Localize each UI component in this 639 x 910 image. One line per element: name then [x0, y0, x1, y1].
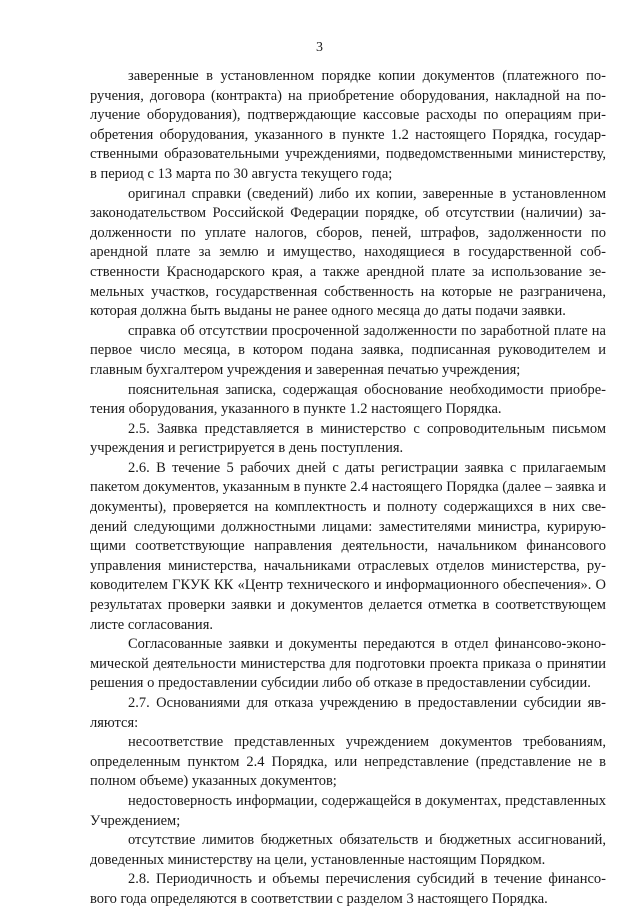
paragraph-salary-debt-certificate: справка об отсутствии просроченной задолженности по заработной плате на первое число месяца, в котором подана заявка, подписанная руководителем и главным бухгалтером учреждения и заверенная печатью учреждения; — [90, 322, 606, 378]
page-number: 3 — [316, 40, 323, 55]
document-body — [90, 67, 606, 910]
paragraph-2-7: 2.7. Основаниями для отказа учреждению в предоставлении субсидии являются: — [90, 695, 606, 731]
paragraph-payment-documents: заверенные в установленном порядке копии документов (платежного поручения, договора (контракта) на приобретение оборудования, накладной на получение оборудования), подтверждающие кассовые расходы по операциям приобретения оборудования, указанного в пункте 1.2 настоящего Порядка, государственными образовательными учреждениями, подведомственными министерству, в период с 13 марта по 30 августа текущего года; — [90, 68, 606, 182]
paragraph-2-6: 2.6. В течение 5 рабочих дней с даты регистрации заявка с прилагаемым пакетом документов, указанным в пункте 2.4 настоящего Порядка (далее – заявка и документы), проверяется на комплектность и полноту содержащихся в них сведений следующими должностными лицами: заместителями министра, курирующими соответствующие направления деятельности, начальником финансового управления министерства, начальниками отраслевых отделов министерства, руководителем ГКУК КК «Центр технического и информационного обеспечения». О результатах проверки заявки и документов делается отметка в соответствующем листе согласования. — [90, 459, 606, 633]
paragraph-tax-debt-certificate: оригинал справки (сведений) либо их копии, заверенные в установленном законодательством Российской Федерации порядке, об отсутствии (наличии) задолженности по уплате налогов, сборов, пеней, штрафов, задолженности по арендной плате за землю и имущество, находящиеся в государственной собственности Краснодарского края, а также арендной плате за использование земельных участков, государственная собственность на которые не разграничена, которая должна быть выданы не ранее одного месяца до даты подачи заявки. — [90, 185, 606, 320]
paragraph-approved-applications: Согласованные заявки и документы передаются в отдел финансово-экономической деятельности министерства для подготовки проекта приказа о принятии решения о предоставлении субсидии либо об отказе в предоставлении субсидии. — [90, 636, 606, 692]
paragraph-refusal-noncompliance: несоответствие представленных учреждением документов требованиям, определенным пунктом 2.4 Порядка, или непредставление (представление не в полном объеме) указанных документов; — [90, 734, 606, 790]
paragraph-explanatory-note: пояснительная записка, содержащая обоснование необходимости приобретения оборудования, указанного в пункте 1.2 настоящего Порядка. — [90, 381, 606, 418]
paragraph-refusal-inaccuracy: недостоверность информации, содержащейся в документах, представленных Учреждением; — [90, 792, 606, 829]
paragraph-refusal-no-limits: отсутствие лимитов бюджетных обязательств и бюджетных ассигнований, доведенных министерству на цели, установленные настоящим Порядком. — [90, 832, 606, 868]
paragraph-2-5: 2.5. Заявка представляется в министерство с сопроводительным письмом учреждения и регистрируется в день поступления. — [90, 420, 606, 457]
paragraph-2-8: 2.8. Периодичность и объемы перечисления субсидий в течение финансового года определяются в соответствии с разделом 3 настоящего Порядка. — [90, 871, 606, 907]
